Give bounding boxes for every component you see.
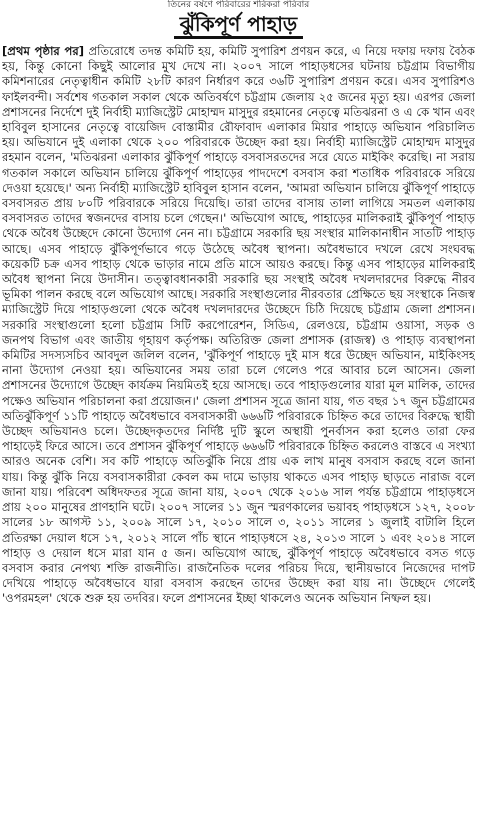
previous-article-fragment: তিনের বর্ষণে পরিবারের শরিকরা পরিবার bbox=[167, 0, 310, 10]
continued-from-front-page-tag: [প্রথম পৃষ্ঠার পর] bbox=[2, 44, 85, 58]
article-paragraph bbox=[2, 44, 475, 607]
headline-container bbox=[2, 12, 475, 40]
article-text: প্রতিরোধে তদন্ত কমিটি হয়, কমিটি সুপারিশ প্রণয়ন করে, এ নিয়ে দফায় দফায় বৈঠক হয়, কিন্তু কোনো কিছুই আলোর মুখ দেখে না। ২০০৭ সালে পাহাড়ধসের ঘটনায় চট্টগ্রাম বিভাগীয় কমিশনারের নেতৃত্বাধীন কমিটি ২৮টি কারণ নির্ধারণ করে ৩৬টি সুপারিশ প্রণয়ন করে। এসব সুপারিশও ফাইলবন্দী। সর্বশেষ গতকাল সকাল থেকে অতিবর্ষণে চট্টগ্রাম জেলায় ২৫ জনের মৃত্যু হয়। এরপর জেলা প্রশাসনের নির্দেশে দুই নির্বাহী ম্যাজিস্ট্রেট মোহাম্মদ মাসুদুর রহমানের নেতৃত্বে মতিঝরনা ও এ কে খান এবং হাবিবুল হাসানের নেতৃত্বে বায়েজিদ বোস্তামীর রৌফাবাদ এলাকার মিয়ার পাহাড়ে অভিযান পরিচালিত হয়। অভিযানে দুই এলাকা থেকে ২০০ পরিবারকে উচ্ছেদ করা হয়। নির্বাহী ম্যাজিস্ট্রেট মোহাম্মদ মাসুদুর রহমান বলেন, 'মতিঝরনা এলাকার ঝুঁকিপূর্ণ পাহাড়ে বসবাসরতদের সরে যেতে মাইকিং করেছি। না সরায় গতকাল সকালে অভিযান চালিয়ে ঝুঁকিপূর্ণ পাহাড়ের পাদদেশে বসবাস করা শতাধিক পরিবারকে সরিয়ে দেওয়া হয়েছে।' অন্য নির্বাহী ম্যাজিস্ট্রেট হাবিবুল হাসান বলেন, 'আমরা অভিযান চালিয়ে ঝুঁকিপূর্ণ পাহাড়ে বসবাসরত প্রায় ৮০টি পরিবারকে সরিয়ে দিয়েছি। তারা তাদের বাসায় তালা লাগিয়ে সমতল এলাকায় বসবাসরত তাদের স্বজনদের বাসায় চলে গেছেন।' অভিযোগ আছে, পাহাড়ের মালিকরাই ঝুঁকিপূর্ণ পাহাড় থেকে অবৈধ উচ্ছেদে কোনো উদ্যোগ নেন না। চট্টগ্রামে সরকারি ছয় সংস্থার মালিকানাধীন সাতটি পাহাড় আছে। এসব পাহাড়ে ঝুঁকিপূর্ণভাবে গড়ে উঠেছে অবৈধ স্থাপনা। অবৈধভাবে দখলে রেখে সংঘবদ্ধ কয়েকটি চক্র এসব পাহাড় থেকে ভাড়ার নামে প্রতি মাসে আয়ও করছে। কিন্তু এসব পাহাড়ের মালিকরাই অবৈধ স্থাপনা নিয়ে উদাসীন। তত্ত্বাবধানকারী সরকারি ছয় সংস্থাই অবৈধ দখলদারদের বিরুদ্ধে নীরব ভূমিকা পালন করছে বলে অভিযোগ আছে। সরকারি সংস্থাগুলোর নীরবতার প্রেক্ষিতে ছয় সংস্থাকে নিজস্ব ম্যাজিস্ট্রেট দিয়ে পাহাড়গুলো থেকে অবৈধ দখলদারদের উচ্ছেদে চিঠি দিয়েছে চট্টগ্রাম জেলা প্রশাসন। সরকারি সংস্থাগুলো হলো চট্টগ্রাম সিটি করপোরেশন, সিডিএ, রেলওয়ে, চট্টগ্রাম ওয়াসা, সড়ক ও জনপথ বিভাগ এবং জাতীয় গৃহায়ণ কর্তৃপক্ষ। অতিরিক্ত জেলা প্রশাসক (রাজস্ব) ও পাহাড় ব্যবস্থাপনা কমিটির সদস্যসচিব আবদুল জলিল বলেন, 'ঝুঁকিপূর্ণ পাহাড়ে দুই মাস ধরে উচ্ছেদ অভিযান, মাইকিংসহ নানা উদ্যোগ নেওয়া হয়। অভিযানের সময় তারা চলে গেলেও পরে আবার চলে আসেন। জেলা প্রশাসনের উদ্যোগে উচ্ছেদ কার্যক্রম নিয়মিতই হয়ে আসছে। তবে পাহাড়গুলোর যারা মূল মালিক, তাদের পক্ষেও অভিযান পরিচালনা করা প্রয়োজন।' জেলা প্রশাসন সূত্রে জানা যায়, গত বছর ১৭ জুন চট্টগ্রামের অতিঝুঁকিপূর্ণ ১১টি পাহাড়ে অবৈধভাবে বসবাসকারী ৬৬৬টি পরিবারকে চিহ্নিত করে তাদের বিরুদ্ধে স্থায়ী উচ্ছেদ অভিযানও চলে। উচ্ছেদকৃতদের নির্দিষ্ট দুটি স্কুলে অস্থায়ী পুনর্বাসন করা হলেও তারা ফের পাহাড়েই ফিরে আসে। তবে প্রশাসন ঝুঁকিপূর্ণ পাহাড়ে ৬৬৬টি পরিবারকে চিহ্নিত করলেও বাস্তবে এ সংখ্যা আরও অনেক বেশি। সব কটি পাহাড়ে অতিঝুঁকি নিয়ে প্রায় এক লাখ মানুষ বসবাস করছে বলে জানা যায়। কিন্তু ঝুঁকি নিয়ে বসবাসকারীরা কেবল কম দামে ভাড়ায় থাকতে এসব পাহাড় ছাড়তে নারাজ বলে জানা যায়। পরিবেশ অধিদফতর সূত্রে জানা যায়, ২০০৭ থেকে ২০১৬ সাল পর্যন্ত চট্টগ্রামে পাহাড়ধসে প্রায় ২০০ মানুষের প্রাণহানি ঘটে। ২০০৭ সালের ১১ জুন স্মরণকালের ভয়াবহ পাহাড়ধসে ১২৭, ২০০৮ সালের ১৮ আগস্ট ১১, ২০০৯ সালে ১৭, ২০১০ সালে ৩, ২০১১ সালের ১ জুলাই বাটালি হিলে প্রতিরক্ষা দেয়াল ধসে ১৭, ২০১২ সালে পাঁচ স্থানে পাহাড়ধসে ২৪, ২০১৩ সালে ১ এবং ২০১৪ সালে পাহাড় ও দেয়াল ধসে মারা যান ৫ জন। অভিযোগ আছে, ঝুঁকিপূর্ণ পাহাড়ে অবৈধভাবে বসত গড়ে বসবাস করার নেপথ্য শক্তি রাজনীতি। রাজনৈতিক দলের পরিচয় দিয়ে, স্থানীয়ভাবে নিজেদের দাপট দেখিয়ে পাহাড়ে অবৈধভাবে যারা বসবাস করছেন তাদের উচ্ছেদ করা যায় না। উচ্ছেদে গেলেই 'ওপরমহল' থেকে শুরু হয় তদবির। ফলে প্রশাসনের ইচ্ছা থাকলেও অনেক অভিযান নিষ্ফল হয়। bbox=[2, 44, 475, 606]
article-headline: ঝুঁকিপূর্ণ পাহাড় bbox=[174, 12, 303, 39]
article-body bbox=[2, 44, 475, 804]
